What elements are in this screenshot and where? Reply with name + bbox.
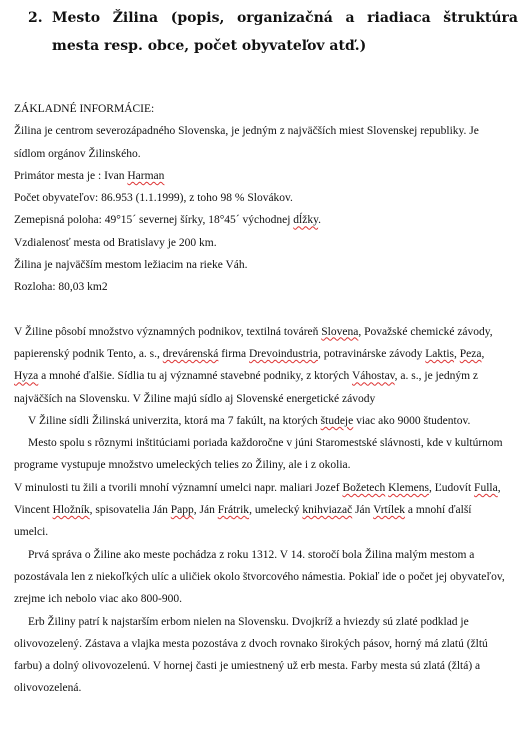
- artists-text: V minulosti tu žili a tvorili mnohí významní umelci napr. maliari Jozef: [14, 481, 343, 494]
- industry-word: Slovena: [321, 325, 359, 338]
- culture-paragraph: Mesto spolu s rôznymi inštitúciami poriada každoročne v júni Staromestské slávnosti, kde v kultúrnom programe vystupuje množstvo umeleckých telies zo Žiliny, ale i z okolia.: [14, 437, 503, 472]
- river-line: Žilina je najväčším mestom ležiacim na rieke Váh.: [14, 259, 248, 272]
- industry-text: ,: [454, 347, 460, 360]
- artists-word: Vrtílek: [373, 504, 405, 517]
- artists-word: Papp: [170, 504, 194, 517]
- location-word: dĺžky: [293, 214, 319, 227]
- industry-word: Laktis: [425, 347, 455, 360]
- industry-text: firma: [218, 347, 249, 360]
- area-line: Rozloha: 80,03 km2: [14, 281, 108, 294]
- section-heading: [28, 4, 518, 60]
- artists-word: Fulla: [474, 481, 498, 494]
- industry-text: , potravinárske závody: [317, 347, 426, 360]
- artists-text: a mnohí ďalší umelci.: [14, 504, 472, 539]
- population-line: Počet obyvateľov: 86.953 (1.1.1999), z toho 98 % Slovákov.: [14, 192, 293, 205]
- artists-paragraph: [14, 477, 506, 544]
- section-title: Mesto Žilina (popis, organizačná a riadiaca štruktúra mesta resp. obce, počet obyvateľov atď.): [52, 10, 518, 54]
- artists-text: , Ján: [193, 504, 218, 517]
- artists-text: , spisovatelia Ján: [89, 504, 171, 517]
- university-word: študeje: [320, 414, 354, 427]
- university-text: V Žiline sídli Žilinská univerzita, ktorá ma 7 fakúlt, na ktorých: [28, 414, 321, 427]
- mayor-line: [14, 165, 506, 187]
- industry-word: Drevoindustria: [249, 347, 318, 360]
- section-number: 2.: [28, 10, 43, 26]
- industry-text: a mnohé ďalšie. Sídlia tu aj významné stavebné podniky, z ktorých: [38, 370, 352, 383]
- mayor-surname: Harman: [127, 169, 165, 182]
- paragraph-gap: [14, 299, 506, 321]
- intro-paragraph: Žilina je centrom severozápadného Slovenska, je jedným z najväčších miest Slovenskej republiky. Je sídlom orgánov Žilinského.: [14, 125, 479, 160]
- artists-text: , Vincent: [14, 481, 501, 517]
- industry-text: V Žiline pôsobí množstvo významných podnikov, textilná továreň: [14, 325, 322, 338]
- basic-info-label: ZÁKLADNÉ INFORMÁCIE:: [14, 103, 155, 115]
- industry-word: Hyza: [14, 370, 39, 383]
- artists-word: knihviazač: [302, 504, 353, 517]
- industry-word: Váhostav: [351, 370, 395, 383]
- artists-word: Frátrik: [217, 504, 250, 517]
- industry-word: drevárenská: [162, 347, 219, 360]
- location-end: .: [318, 214, 321, 227]
- history-paragraph: Prvá správa o Žiline ako meste pochádza z roku 1312. V 14. storočí bola Žilina malým mestom a pozostávala len z niekoľkých ulíc a uličiek okolo štvorcového námestia. Pokiaľ ide o počet jej obyvateľov, zrejme ich nebolo viac ako 800-900.: [14, 548, 505, 606]
- artists-text: , Ľudovít: [429, 481, 475, 494]
- industry-text: , Považské chemické závody, papierenský podnik Tento, a. s.,: [14, 325, 493, 360]
- artists-text: , umelecký: [249, 504, 303, 517]
- artists-word: Klemens: [388, 481, 429, 494]
- location-text: Zemepisná poloha: 49°15´ severnej šírky, 18°45´ východnej: [14, 214, 294, 227]
- mayor-label: Primátor mesta je : Ivan: [14, 169, 128, 182]
- university-text: viac ako 9000 študentov.: [353, 414, 471, 427]
- location-line: [14, 209, 506, 231]
- industry-text: ,: [481, 347, 485, 360]
- industry-text: , a. s., je jedným z najväčších na Slovensku. V Žiline majú sídlo aj Slovenské energetické závody: [14, 370, 479, 405]
- artists-word: Božetech: [342, 481, 386, 494]
- industry-word: Peza: [459, 347, 482, 360]
- industry-paragraph: [14, 321, 506, 410]
- artists-word: Hložník: [52, 504, 90, 517]
- university-paragraph: [14, 410, 506, 432]
- distance-line: Vzdialenosť mesta od Bratislavy je 200 km.: [14, 236, 217, 249]
- artists-text: Ján: [352, 504, 374, 517]
- document-body: [14, 98, 506, 700]
- coat-of-arms-paragraph: Erb Žiliny patrí k najstarším erbom nielen na Slovensku. Dvojkríž a hviezdy sú zlaté podklad je olivovozelený. Zástava a vlajka mesta pozostáva z dvoch rovnako širokých pásov, horný má zlatú (žltú farbu) a dolný olivovozelenú. V hornej časti je umiestnený už erb mesta. Farby mesta sú zlatá (žltá) a olivovozelená.: [14, 615, 488, 695]
